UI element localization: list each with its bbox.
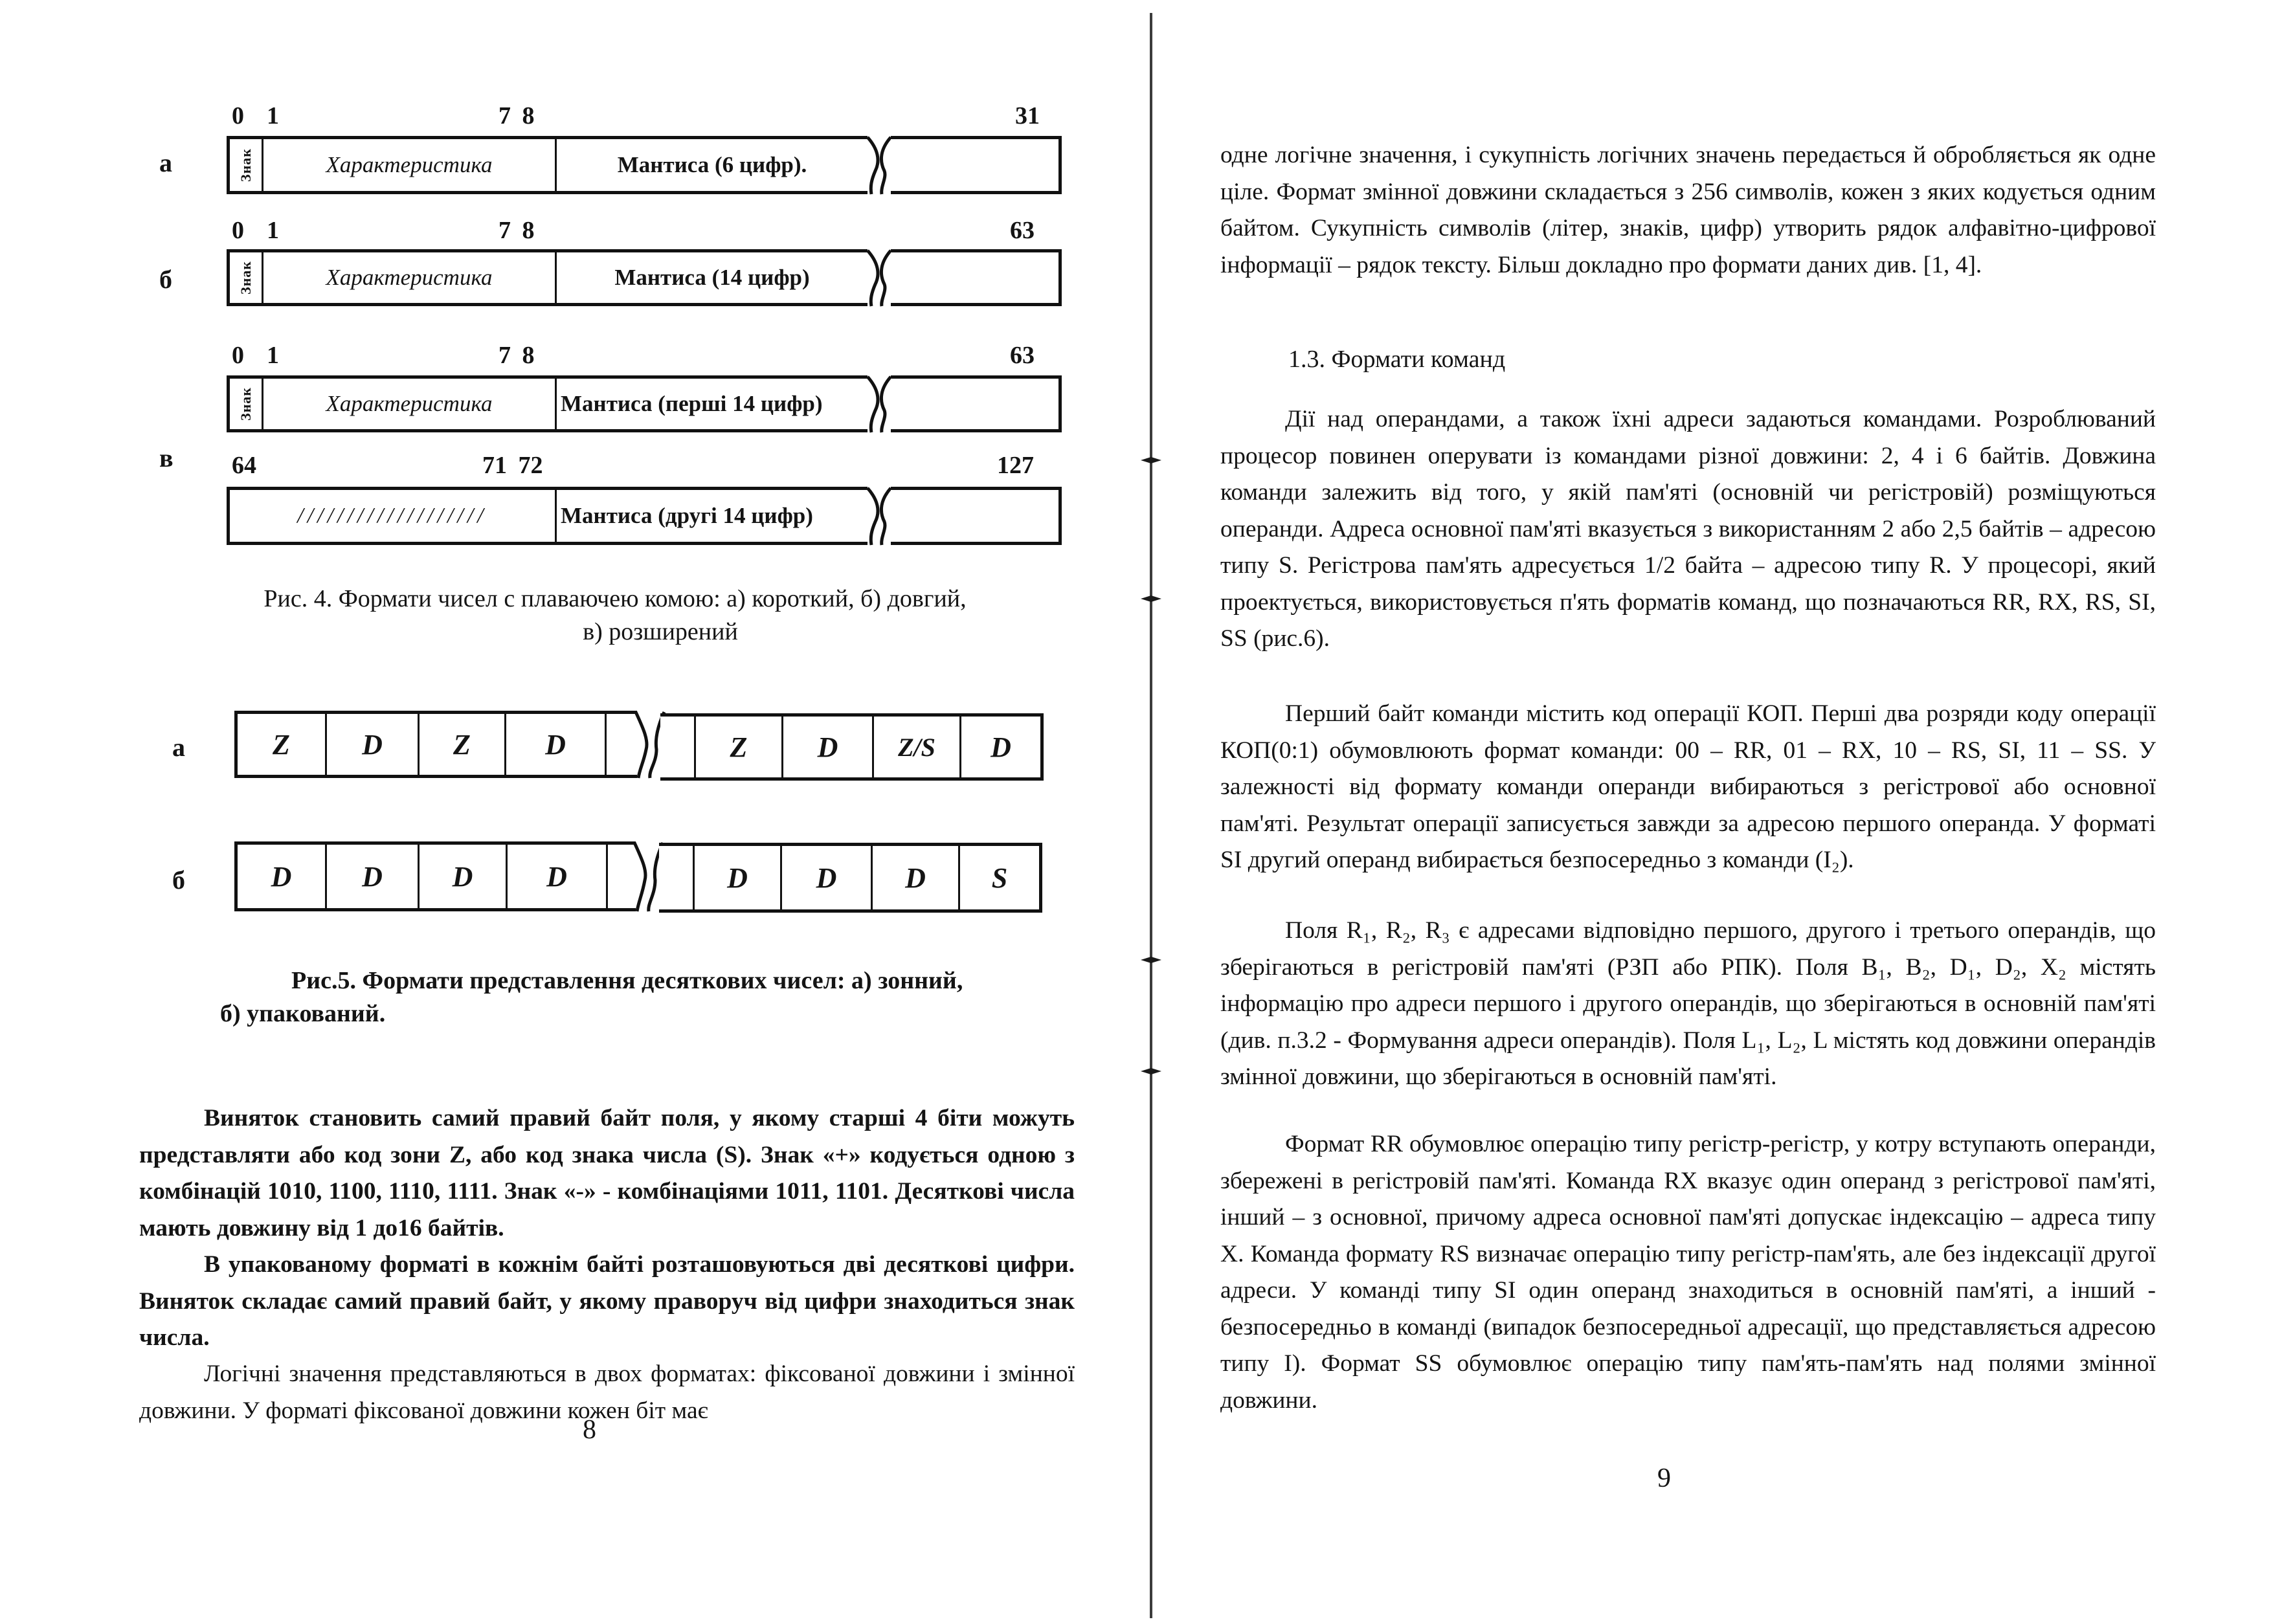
digit-cell: D: [783, 717, 874, 777]
fig4-row-label-b: б: [159, 265, 172, 294]
bit-label-71-72: 71 72: [482, 452, 543, 479]
bit-label-0: 0: [232, 102, 244, 129]
fig4-short-format-box: [227, 136, 868, 194]
mantissa-field: Мантиса (14 цифр): [614, 265, 810, 290]
paragraph: Виняток становить самий правий байт поля, у якому старші 4 біти можуть представляти або код зони Z, або код знака числа (S). Знак «+» кодується одною з комбінацій 1010, 1100, 1110, 1111. Знак «-» - комбінаціями 1011, 1101. Десяткові числа мають довжину від 1 до16 байтів.: [139, 1105, 1075, 1241]
digit-cell: D: [420, 845, 508, 908]
fig4-caption: Рис. 4. Формати чисел с плаваючею комою: а) короткий, б) довгий, в) розширений: [263, 585, 967, 646]
bit-label-0: 0: [232, 342, 244, 369]
digit-cell: D: [782, 846, 873, 909]
characteristic-field: Характеристика: [263, 252, 557, 303]
paragraph: В упакованому форматі в кожнім байті розташовуються дві десяткові цифри. Виняток складає самий правий байт, у якому праворуч від цифри знаходиться знак числа.: [139, 1251, 1075, 1351]
bit-label-64: 64: [232, 452, 256, 479]
paragraph: Дії над операндами, а також їхні адреси задаються командами. Розроблюваний процесор повинен оперувати із командами різної довжини: 2, 4 і 6 байтів. Довжина команди залежить від того, у якій пам'яті (основній чи регістровій) розміщуються операнди. Адреса основної пам'яті вказується з використанням 2 або 2,5 байтів – адресою типу S. Регістрова пам'ять адресується 1/2 байта – адресою типу R. У процесорі, який проектується, використовується п'ять форматів команд, що позначаються RR, RX, RS, SI, SS (рис.6).: [1220, 406, 2156, 652]
characteristic-field: Характеристика: [263, 139, 557, 191]
section-heading: 1.3. Формати команд: [1288, 346, 1506, 373]
bit-label-1: 1: [267, 342, 279, 369]
bit-label-7-8: 7 8: [498, 102, 535, 129]
sign-field: Знак: [230, 252, 263, 303]
fig4-tail-box: [891, 249, 1062, 306]
fig4-row-label-v: в: [159, 443, 174, 473]
mantissa-field: Мантиса (перші 14 цифр): [561, 391, 823, 416]
digit-cell: D: [327, 714, 420, 775]
page-number: 8: [583, 1415, 596, 1445]
digit-cell: Z: [696, 717, 783, 777]
digit-cell: D: [695, 846, 782, 909]
fig4-extended-format-box-2: [227, 487, 868, 545]
fig5-zoned-right: [660, 713, 1044, 781]
paragraph: Логічні значення представляються в двох форматах: фіксованої довжини і змінної довжини. У форматі фіксованої довжини кожен біт має: [139, 1361, 1075, 1424]
fig5-zoned-left: [234, 711, 637, 778]
sign-field: Знак: [230, 139, 263, 191]
digit-cell: D: [873, 846, 960, 909]
digit-cell: D: [508, 845, 608, 908]
fig4-extended-format-box-1: [227, 375, 868, 432]
fig5-packed-right: [659, 843, 1042, 913]
page-number: 9: [1657, 1463, 1671, 1493]
bit-label-end: 31: [1015, 102, 1040, 129]
characteristic-field: Характеристика: [263, 379, 557, 429]
digit-cell: Z: [238, 714, 327, 775]
bit-label-end: 63: [1010, 342, 1035, 369]
fig5-row-label-b: б: [172, 865, 185, 895]
unused-hatched-field: ///////////////////: [230, 490, 557, 542]
fig4-tail-box: [891, 375, 1062, 432]
bit-label-7-8: 7 8: [498, 217, 535, 244]
fig4-row-label-a: а: [159, 148, 172, 177]
paragraph: Поля R₁, R₂, R₃ є адресами відповідно першого, другого і третього операндів, що зберігаються в регістровій пам'яті (РЗП або РПК). Поля B₁, B₂, D₁, D₂, X₂ містять інформацію про адреси першого і другого операндів, що зберігаються в основній пам'яті (див. п.3.2 - Формування адреси операндів). Поля L₁, L₂, L містять код довжини операндів змінної довжини, що зберігаються в основній пам'яті.: [1220, 917, 2156, 1090]
fig4-long-format-box: [227, 249, 868, 306]
fig4-tail-box: [891, 487, 1062, 545]
sign-field: Знак: [230, 379, 263, 429]
digit-cell: D: [327, 845, 420, 908]
bit-label-end: 63: [1010, 217, 1035, 244]
bit-label-0: 0: [232, 217, 244, 244]
bit-label-127: 127: [997, 452, 1034, 479]
mantissa-field: Мантиса (6 цифр).: [617, 152, 807, 177]
bit-label-1: 1: [267, 102, 279, 129]
fig5-caption: Рис.5. Формати представлення десяткових чисел: а) зонний, б) упакований.: [220, 967, 963, 1028]
right-page: [1152, 0, 2284, 1624]
digit-cell: D: [506, 714, 607, 775]
digit-cell: D: [991, 731, 1011, 763]
bit-label-1: 1: [267, 217, 279, 244]
digit-cell: Z/S: [874, 717, 961, 777]
digit-cell: Z: [420, 714, 506, 775]
paragraph: одне логічне значення, і сукупність логічних значень передається й обробляється як одне ціле. Формат змінної довжини складається з 256 символів, кожен з яких кодується одним байтом. Сукупність символів (літер, знаків, цифр) утворить рядок алфавітно-цифрової інформації – рядок тексту. Більш докладно про формати даних див. [1, 4].: [1220, 142, 2156, 278]
mantissa-field: Мантиса (другі 14 цифр): [561, 503, 813, 528]
fig5-row-label-a: а: [172, 733, 185, 762]
sign-cell: S: [991, 862, 1008, 894]
digit-cell: D: [238, 845, 327, 908]
bit-label-7-8: 7 8: [498, 342, 535, 369]
fig5-packed-left: [234, 841, 636, 911]
paragraph: Перший байт команди містить код операції КОП. Перші два розряди коду операції КОП(0:1) обумовлюють формат команди: 00 – RR, 01 – RX, 10 – RS, SI, 11 – SS. У залежності від формату команди операнди вибираються з регістрової або основної пам'яті. Результат операції записується завжди за адресою першого операнда. У форматі SI другий операнд вибирається безпосередньо з команди (I₂).: [1220, 700, 2156, 873]
paragraph: Формат RR обумовлює операцію типу регістр-регістр, у котру вступають операнди, збережені в регістровій пам'яті. Команда RX вказує один операнд з регістрової пам'яті, інший – з основної, причому адреса основної пам'яті допускає індексацію – адреса типу X. Команда формату RS визначає операцію типу регістр-пам'ять, але без індексації другої адреси. У команді типу SI один операнд знаходиться в основній пам'яті, а інший - безпосередньо в команді (випадок безпосередньої адресації, що представляється адресою типу I). Формат SS обумовлює операцію типу пам'ять-пам'ять над полями змінної довжини.: [1220, 1131, 2156, 1414]
fig4-tail-box: [891, 136, 1062, 194]
